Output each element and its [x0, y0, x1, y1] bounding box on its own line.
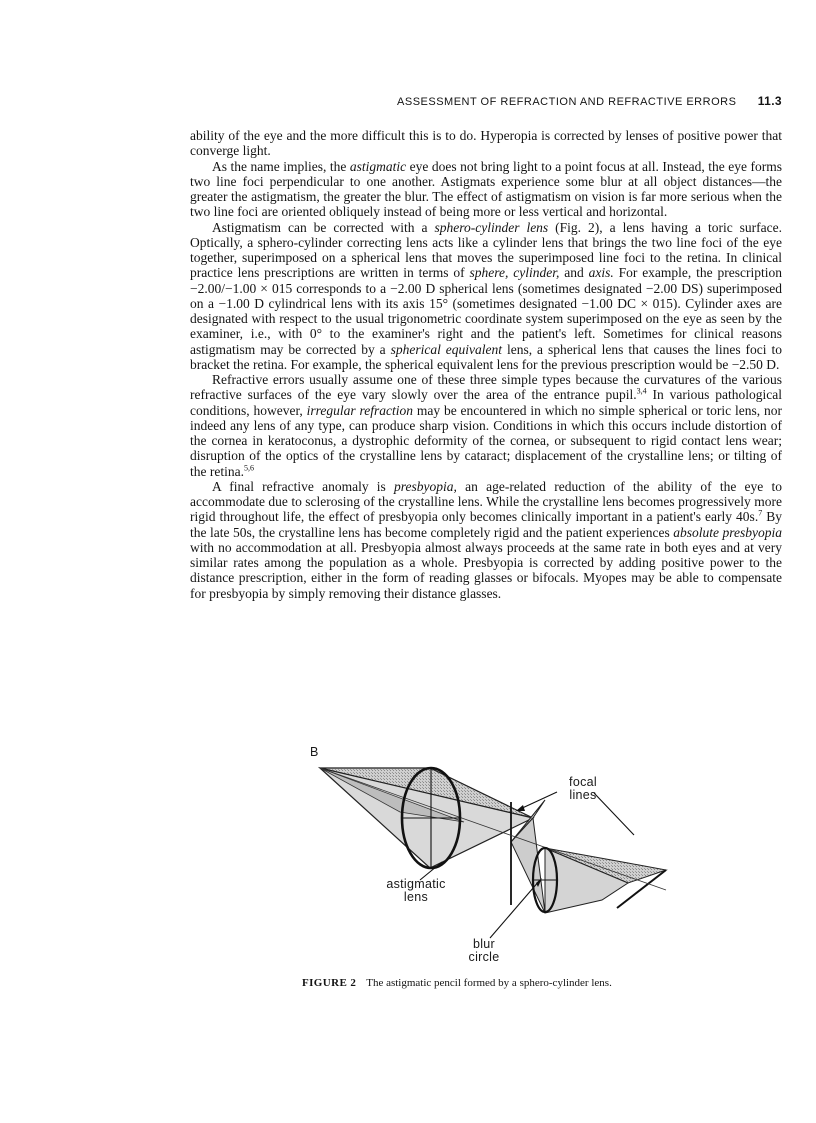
term-irregular-refraction: irregular refraction: [306, 402, 413, 418]
running-header: [190, 94, 782, 114]
term-presbyopia: presbyopia,: [394, 478, 457, 494]
citation: 3,4: [636, 386, 647, 396]
citation: 7: [758, 508, 763, 518]
paragraph-presbyopia: A final refractive anomaly is presbyopia, an age-related reduction of the ability of the eye to accommodate due to sclerosing of the crystalline lens. While the crystalline lens becomes progressively more rigid throughout life, the effect of presbyopia only becomes clinically important in a patient's early 40s.$^7$ By the late 50s, the crystalline lens has become completely rigid and the patient experiences absolute presbyopia with no accommodation at all. Presbyopia almost always proceeds at the same rate in both eyes and at very similar rates among the population as a whole. Presbyopia is corrected by adding positive power to the distance prescription, either in the form of reading glasses or bifocals. Myopes may be able to compensate for presbyopia by simply removing their distance glasses.: [190, 478, 783, 601]
term-spherical-equivalent: spherical equivalent: [390, 341, 503, 357]
term-sphero-cylinder-lens: sphero-cylinder lens: [434, 219, 549, 235]
leader-blur: [490, 880, 540, 938]
point-b-label: B: [310, 745, 319, 759]
focal-lines-label: focal lines: [569, 775, 597, 802]
blur-circle-label: blur circle: [468, 937, 500, 964]
arrowhead-focal-left: [516, 805, 525, 811]
term-absolute-presbyopia: absolute presbyopia: [673, 524, 782, 540]
paragraph-1: ability of the eye and the more difficult this is to do. Hyperopia is corrected by lenses of positive power that converge light.: [190, 128, 782, 159]
leader-focal-left: [518, 792, 557, 810]
figure-caption-label: FIGURE 2: [302, 977, 357, 989]
paragraph-astigmatism: As the name implies, the astigmatic eye does not bring light to a point focus at all. Instead, the eye forms two line foci perpendicular to one another. Astigmats experience some blur at all object distances—the greater the astigmatism, the greater the blur. The effect of astigmatism on vision is far more serious when the two line foci are oriented obliquely instead of being more or less vertical and horizontal.: [190, 158, 782, 220]
converging-cone-lower: [511, 818, 545, 913]
figure-caption-text: The astigmatic pencil formed by a sphero-cylinder lens.: [366, 977, 612, 989]
paragraph-sphero-cylinder: Astigmatism can be corrected with a sphero-cylinder lens (Fig. 2), a lens having a toric surface. Optically, a sphero-cylinder correcting lens acts like a cylinder lens that brings the two line foci of the eye together, superimposed on a spherical lens that moves the superimposed line foci to the retina. In clinical practice lens prescriptions are written in terms of sphere, cylinder, and axis. For example, the prescription −2.00/−1.00 × 015 corresponds to a −2.00 D spherical lens (sometimes designated −2.00 DS) superimposed on a −1.00 D cylindrical lens with its axis 15° (sometimes designated −1.00 DC × 015). Cylinder axes are designated with respect to the usual trigonometric coordinate system superimposed on the eye as seen by the examiner, i.e., with 0° to the examiner's right and the patient's left. Sometimes for clinical reasons astigmatism may be corrected by a spherical equivalent lens, a spherical lens that causes the lines foci to bracket the retina. For example, the spherical equivalent lens for the previous prescription would be −2.50 D.: [190, 219, 783, 372]
astigmatic-pencil-diagram: [300, 740, 690, 970]
term-astigmatic: astigmatic: [349, 158, 407, 174]
body-text: [190, 128, 782, 601]
chief-ray: [320, 768, 666, 890]
figure-astigmatic-pencil: [300, 740, 690, 970]
ray-bundle: [320, 768, 666, 913]
term-axis: axis.: [588, 265, 614, 281]
page-number: 11.3: [757, 94, 782, 108]
running-header-title: ASSESSMENT OF REFRACTION AND REFRACTIVE ERRORS: [397, 96, 737, 108]
term-sphere-cylinder: sphere, cylinder,: [469, 265, 560, 281]
figure-caption: [302, 977, 782, 989]
citation: 5,6: [243, 463, 254, 472]
paragraph-irregular-refraction: Refractive errors usually assume one of these three simple types because the curvatures of the various refractive surfaces of the eye vary slowly over the area of the entrance pupil.$^{3,4}$ In various pathological conditions, however, irregular refraction may be encountered in which no simple spherical or toric lens, nor indeed any lens of any type, can produce sharp vision. Conditions in which this occurs include distortion of the cornea in keratoconus, a dystrophic deformity of the cornea, or subsequent to rigid contact lens wear; disruption of the optics of the crystalline lens by cataract; displacement of the crystalline lens; or tilting of the retina.$^{5,6}$: [190, 372, 782, 479]
astigmatic-lens-label: astigmatic lens: [386, 877, 446, 904]
